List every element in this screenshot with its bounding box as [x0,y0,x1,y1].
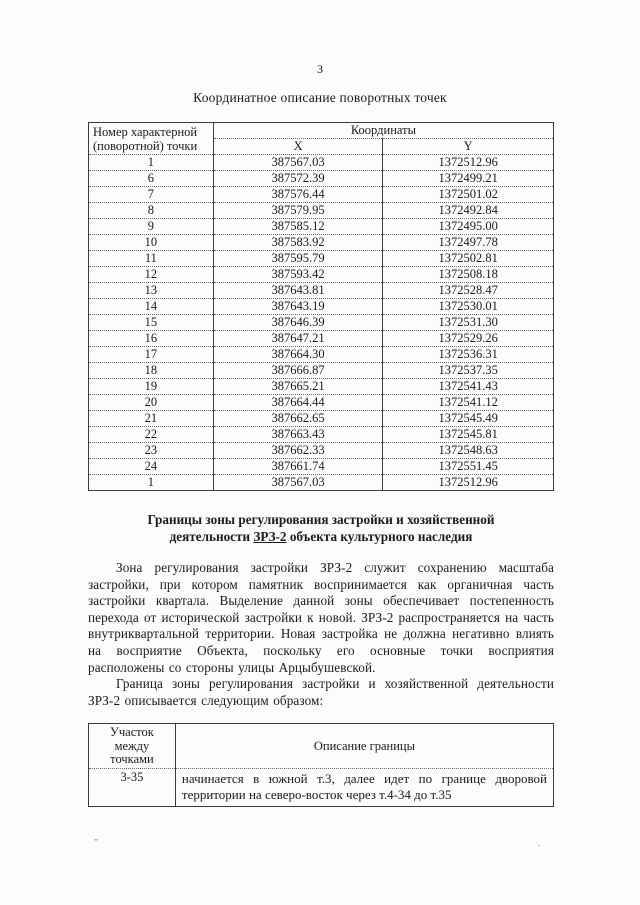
coords-cell-y: 1372528.47 [383,283,554,299]
coords-cell-x: 387666.87 [213,363,383,379]
boundary-table-wrap [88,723,554,807]
coords-cell-y: 1372531.30 [383,315,554,331]
coords-cell-point-number: 23 [89,443,214,459]
coords-cell-y: 1372537.35 [383,363,554,379]
coords-cell-y: 1372541.43 [383,379,554,395]
coords-col-coordinates-header: Координаты [213,123,553,139]
coords-table-row [89,475,554,491]
coords-table-row [89,219,554,235]
coords-cell-y: 1372492.84 [383,203,554,219]
coords-cell-x: 387662.65 [213,411,383,427]
coords-cell-point-number: 11 [89,251,214,267]
coords-table-row [89,283,554,299]
paragraph-zone-description: Зона регулирования застройки ЗРЗ-2 служит сохранению масштаба застройки, при котором памятник воспринимается как органичная часть застройки квартала. Выделение данной зоны обеспечивает постепенность перехода от исторической застройки к новой. ЗРЗ-2 распространяется на часть внутриквартальной территории. Новая застройка не должна негативно влиять на восприятие Объекта, поскольку его основные точки восприятия расположены со стороны улицы Арцыбушевской. [88,560,554,675]
section-heading-text-before: Границы зоны регулирования застройки и хозяйственной деятельности [147,512,495,544]
coords-cell-y: 1372512.96 [383,155,554,171]
coords-cell-point-number: 20 [89,395,214,411]
coords-cell-x: 387663.43 [213,427,383,443]
coords-cell-point-number: 17 [89,347,214,363]
coords-cell-x: 387579.95 [213,203,383,219]
boundary-col-description-header: Описание границы [175,724,553,769]
section-heading [125,511,517,545]
coords-cell-x: 387567.03 [213,155,383,171]
page-content [88,122,554,807]
coords-cell-point-number: 16 [89,331,214,347]
page-number: 3 [317,62,323,76]
coords-cell-x: 387583.92 [213,235,383,251]
coords-cell-x: 387661.74 [213,459,383,475]
coords-table-row [89,299,554,315]
coords-table-row [89,395,554,411]
coords-cell-point-number: 13 [89,283,214,299]
coords-cell-point-number: 18 [89,363,214,379]
coords-cell-x: 387585.12 [213,219,383,235]
coords-col-x-header: X [213,139,383,155]
coords-cell-point-number: 22 [89,427,214,443]
coords-table-row [89,379,554,395]
coords-cell-x: 387572.39 [213,171,383,187]
coords-table-row [89,443,554,459]
coords-cell-y: 1372545.49 [383,411,554,427]
coords-cell-y: 1372529.26 [383,331,554,347]
coords-cell-point-number: 12 [89,267,214,283]
coords-cell-y: 1372512.96 [383,475,554,491]
coords-cell-point-number: 8 [89,203,214,219]
coords-cell-x: 387662.33 [213,443,383,459]
coords-table-row [89,315,554,331]
boundary-table-header [89,724,554,769]
coords-cell-x: 387646.39 [213,315,383,331]
coords-cell-x: 387664.30 [213,347,383,363]
coords-cell-x: 387647.21 [213,331,383,347]
coords-header-row-1 [89,123,554,139]
scan-artifact-right: . [538,838,541,848]
coords-col-y-header: Y [383,139,554,155]
coords-cell-y: 1372508.18 [383,267,554,283]
boundary-table [88,723,554,807]
coords-table-row [89,459,554,475]
coords-cell-point-number: 7 [89,187,214,203]
coords-cell-point-number: 1 [89,475,214,491]
coords-cell-y: 1372499.21 [383,171,554,187]
coords-cell-point-number: 10 [89,235,214,251]
coords-cell-y: 1372548.63 [383,443,554,459]
boundary-col-section-header: Участок между точками [89,724,176,769]
scan-artifact-left: „ [94,832,98,842]
boundary-cell-section: 3-35 [89,769,176,807]
doc-title: Координатное описание поворотных точек [193,90,447,105]
coords-cell-x: 387643.81 [213,283,383,299]
boundary-cell-description: начинается в южной т.3, далее идет по границе дворовой территории на северо-восток через т.4-34 до т.35 [175,769,553,807]
coords-cell-y: 1372551.45 [383,459,554,475]
coords-cell-y: 1372497.78 [383,235,554,251]
coords-cell-y: 1372541.12 [383,395,554,411]
coords-table-row [89,267,554,283]
coords-cell-y: 1372536.31 [383,347,554,363]
section-heading-text-after: объекта культурного наследия [286,529,473,544]
coords-cell-point-number: 21 [89,411,214,427]
coords-table-row [89,347,554,363]
paragraph-boundary-intro: Граница зоны регулирования застройки и хозяйственной деятельности ЗРЗ-2 описывается следующим образом: [88,676,554,708]
coords-cell-y: 1372530.01 [383,299,554,315]
coords-table-row [89,155,554,171]
coords-cell-x: 387665.21 [213,379,383,395]
coords-table-row [89,363,554,379]
coords-cell-y: 1372545.81 [383,427,554,443]
coords-table-row [89,187,554,203]
coords-cell-point-number: 1 [89,155,214,171]
coords-table-row [89,235,554,251]
boundary-table-body [89,769,554,807]
coords-col-point-header: Номер характерной (поворотной) точки [89,123,214,155]
coords-cell-y: 1372495.00 [383,219,554,235]
coords-cell-point-number: 6 [89,171,214,187]
coords-cell-point-number: 14 [89,299,214,315]
coords-cell-y: 1372501.02 [383,187,554,203]
coords-cell-point-number: 15 [89,315,214,331]
coords-table-row [89,203,554,219]
coords-table-row [89,331,554,347]
coords-cell-x: 387643.19 [213,299,383,315]
coords-table-row [89,171,554,187]
coords-cell-x: 387593.42 [213,267,383,283]
coordinates-table [88,122,554,491]
coords-cell-point-number: 24 [89,459,214,475]
coords-cell-x: 387595.79 [213,251,383,267]
coords-cell-x: 387567.03 [213,475,383,491]
boundary-table-row [89,769,554,807]
coords-cell-x: 387664.44 [213,395,383,411]
coords-table-row [89,251,554,267]
coordinates-table-header [89,123,554,155]
boundary-header-row [89,724,554,769]
coords-cell-x: 387576.44 [213,187,383,203]
coords-cell-point-number: 9 [89,219,214,235]
coords-table-row [89,427,554,443]
coords-table-row [89,411,554,427]
section-heading-zrz-label: ЗРЗ-2 [253,529,287,544]
coordinates-table-body [89,155,554,491]
coords-cell-point-number: 19 [89,379,214,395]
coords-cell-y: 1372502.81 [383,251,554,267]
